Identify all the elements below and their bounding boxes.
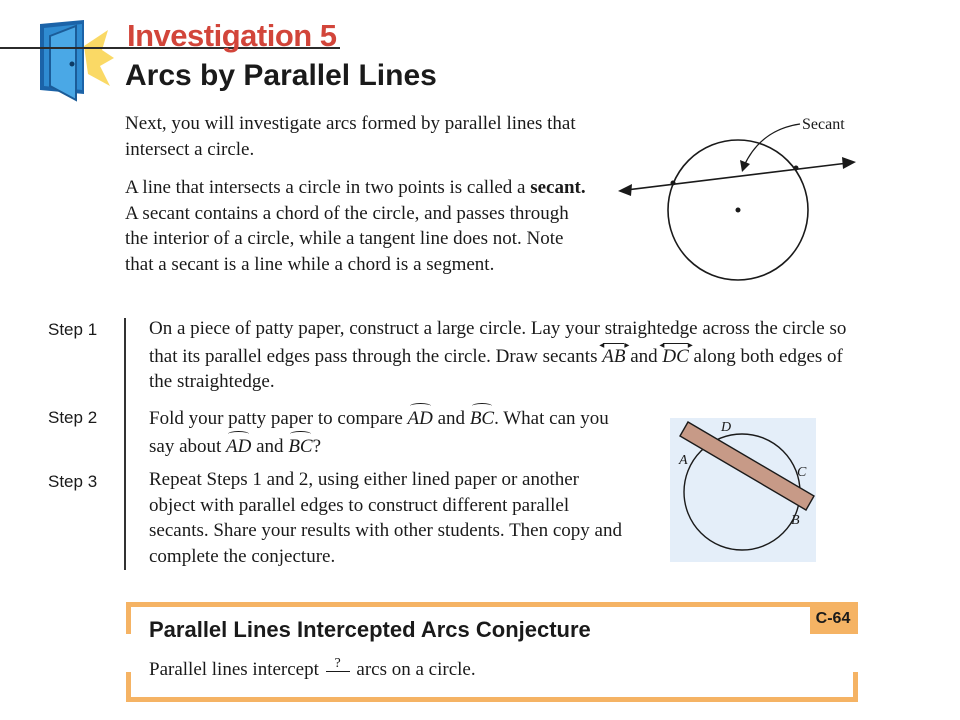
secant-term: secant. — [530, 177, 586, 198]
step-1-text-b: and — [625, 345, 663, 367]
point-d-label: D — [721, 420, 732, 435]
step-3-text: Repeat Steps 1 and 2, using either lined paper or another object with parallel edges to construct different parallel secants. Share your results with other students. Then copy and complete the conjecture. — [149, 469, 622, 567]
step-2-label: Step 2 — [48, 408, 98, 427]
intro-text-b: A secant contains a chord of the circle, and passes through the interior of a circle, while a tangent line does not. Note that a secant is a line while a chord is a segment. — [125, 202, 569, 275]
steps-divider — [124, 318, 126, 570]
intro-paragraph-2 — [125, 175, 595, 277]
step-2-text — [149, 404, 629, 459]
point-b-label: B — [791, 513, 800, 528]
step-1-label: Step 1 — [48, 320, 98, 339]
arc-ad-2: AD — [226, 432, 251, 460]
step-2-text-b: and — [432, 408, 470, 429]
point-a-label: A — [679, 453, 688, 468]
vector-dc: ◂ DC ▸ — [662, 342, 688, 370]
arc-bc-2: BC — [288, 432, 312, 460]
step-2-text-e: ? — [312, 435, 322, 457]
secant-figure — [612, 108, 862, 288]
conjecture-statement — [149, 657, 476, 682]
vector-ab: ◂ AB ▸ — [602, 342, 625, 370]
conjecture-border-bottom — [126, 697, 858, 702]
conjecture-badge: C-64 — [810, 604, 856, 634]
investigation-label: Investigation 5 — [127, 18, 337, 53]
intro-paragraph-1: Next, you will investigate arcs formed by parallel lines that intersect a circle. — [125, 113, 576, 160]
page-title: Arcs by Parallel Lines — [125, 59, 437, 92]
conjecture-text-b: arcs on a circle. — [351, 659, 476, 680]
conjecture-title: Parallel Lines Intercepted Arcs Conjecture — [149, 617, 591, 642]
step-1-text-c: along both edges of the straightedge. — [149, 345, 843, 392]
point-c-label: C — [797, 465, 807, 480]
step-3-label: Step 3 — [48, 472, 98, 491]
step-2-text-a: Fold your patty paper to compare — [149, 408, 408, 429]
arc-ad: AD — [408, 404, 433, 432]
conjecture-blank: ? — [326, 657, 350, 672]
step-2-text-d: and — [251, 435, 289, 457]
secant-label: Secant — [802, 116, 845, 133]
step-2-text-c: . What can you say about — [149, 408, 609, 457]
vector-dc-label: DC — [662, 345, 689, 367]
door-icon — [22, 16, 114, 106]
straightedge-figure — [670, 418, 816, 562]
conjecture-border-left-top — [126, 602, 131, 634]
step-1-text-a: On a piece of patty paper, construct a large circle. Lay your straightedge across the circle so that its parallel edges pass through the circle. Draw secants — [149, 318, 847, 367]
conjecture-border-top — [126, 602, 858, 607]
vector-ab-label: AB — [602, 345, 626, 367]
conjecture-text-a: Parallel lines intercept — [149, 659, 324, 680]
step-1-text — [149, 316, 849, 395]
arc-bc: BC — [470, 404, 494, 432]
intro-text-a: A line that intersects a circle in two points is called a — [125, 177, 531, 198]
